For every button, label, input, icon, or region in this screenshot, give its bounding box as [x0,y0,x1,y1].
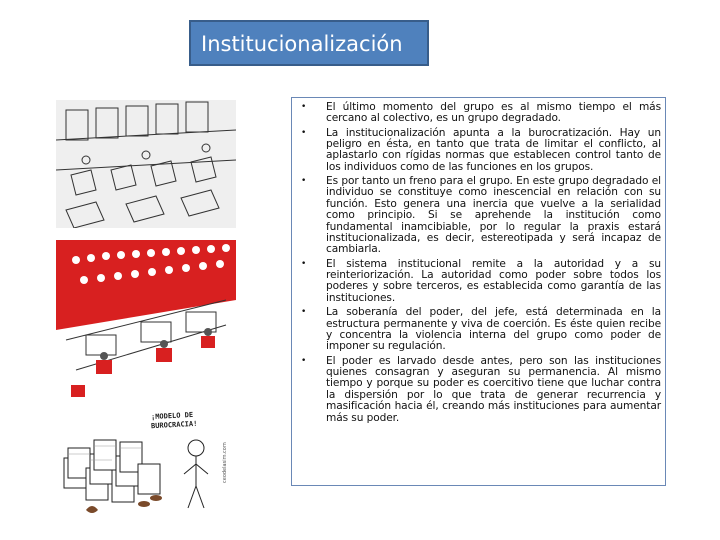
bureaucracy-model-cartoon [56,408,236,522]
bullet-dot-icon: • [301,102,307,112]
bullet-text: La institucionalización apunta a la burocratización. Hay un peligro en ésta, en tanto que trata de limitar el conflicto, al aplastarlo con rígidas normas que establecen control tanto de los individuos como de las funciones en los grupos. [326,126,661,173]
bureaucracy-crowd-illustration [56,240,236,402]
office-desks-illustration [56,100,236,228]
bullet-text: El sistema institucional remite a la autoridad y a su reinteriorización. La autoridad como poder sobre todos los poderes y sobre terceros, es establecida como garantía de las instituciones. [326,257,661,304]
bullet-item [301,175,661,256]
bullet-item [301,306,661,353]
bullet-item [301,101,661,125]
bullet-item [301,126,661,174]
slide-title: Institucionalización [189,20,429,66]
cartoon-caption-line2: BUROCRACIA! [150,419,198,431]
bullet-text: El poder es larvado desde antes, pero son las instituciones quienes consagran y aseguran su permanencia. Al mismo tiempo y porque su poder es coercitivo tiene que luchar contra la dispersión por lo que trata de generar recurrencia y masificación hacia él, creando más instituciones para aumentar más su poder. [326,354,661,424]
svg-text:ceodelasim.com: ceodelasim.com [222,442,228,483]
bullet-item [301,354,661,424]
bullet-dot-icon: • [301,176,307,187]
cartoon-caption-line1: ¡MODELO DE [150,410,194,422]
bullet-dot-icon: • [301,307,307,318]
bullet-list [292,98,665,424]
bullet-text: El último momento del grupo es al mismo tiempo el más cercano al colectivo, es un grupo degradado. [326,101,661,125]
bullet-dot-icon: • [301,258,307,269]
bullet-item [301,257,661,305]
content-box [291,97,666,486]
bullet-dot-icon: • [301,355,307,366]
bullet-text: La soberanía del poder, del jefe, está determinada en la estructura permanente y viva de coerción. Es éste quien recibe y concentra la violencia interna del grupo como poder de imponer su regulación. [326,306,661,353]
bullet-text: Es por tanto un freno para el grupo. En este grupo degradado el individuo se constituye como inescencial en relación con su función. Esto genera una inercia que vuelve a la serialidad como principio. Si se aprehende la institución como fundamental inamcibiable, por lo regular la praxis estará institucionalizada, es decir, estereotipada y será incapaz de cambiarla. [326,175,661,256]
bullet-dot-icon: • [301,127,307,138]
